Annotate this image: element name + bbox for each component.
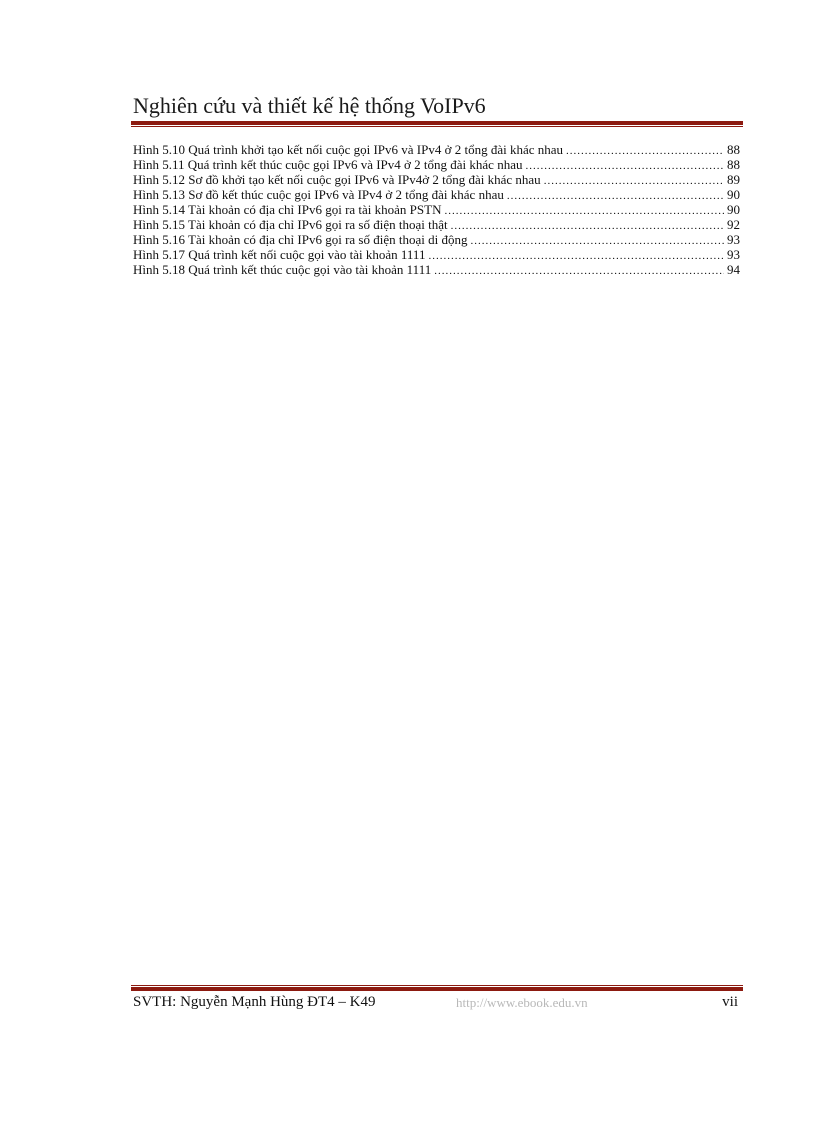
toc-dot-leader	[507, 189, 724, 204]
toc-entry-page: 90	[727, 187, 740, 202]
footer-page-number: vii	[722, 994, 738, 1010]
toc-entry-label: Hình 5.13 Sơ đồ kết thúc cuộc gọi IPv6 và IPv4 ở 2 tổng đài khác nhau	[133, 187, 504, 202]
toc-entry-label: Hình 5.15 Tài khoản có địa chỉ IPv6 gọi ra số điện thoại thật	[133, 217, 448, 232]
toc-entry-page: 93	[727, 232, 740, 247]
toc-entry[interactable]	[133, 187, 740, 202]
toc-entry-page: 94	[727, 262, 740, 277]
footer-rule-thin	[131, 985, 743, 986]
toc-entry[interactable]	[133, 172, 740, 187]
toc-entry-page: 90	[727, 202, 740, 217]
toc-dot-leader	[470, 234, 724, 249]
page-header-title: Nghiên cứu và thiết kế hệ thống VoIPv6	[133, 93, 486, 118]
toc-dot-leader	[566, 144, 724, 159]
toc-dot-leader	[434, 264, 724, 279]
toc-entry[interactable]	[133, 142, 740, 157]
toc-entry-page: 93	[727, 247, 740, 262]
toc-entry[interactable]	[133, 262, 740, 277]
toc-entry-page: 88	[727, 157, 740, 172]
toc-dot-leader	[525, 159, 724, 174]
toc-entry[interactable]	[133, 217, 740, 232]
toc-entry-page: 89	[727, 172, 740, 187]
toc-dot-leader	[544, 174, 724, 189]
footer-author: SVTH: Nguyễn Mạnh Hùng ĐT4 – K49	[133, 994, 376, 1010]
toc-entry[interactable]	[133, 157, 740, 172]
toc-entry[interactable]	[133, 232, 740, 247]
header-rule	[131, 121, 743, 125]
footer-rule	[131, 987, 743, 991]
toc-entry[interactable]	[133, 247, 740, 262]
toc-entry-label: Hình 5.14 Tài khoản có địa chỉ IPv6 gọi ra tài khoản PSTN	[133, 202, 442, 217]
toc-entry-label: Hình 5.16 Tài khoản có địa chỉ IPv6 gọi ra số điện thoại di động	[133, 232, 468, 247]
toc-dot-leader	[428, 249, 724, 264]
toc-entry-label: Hình 5.17 Quá trình kết nối cuộc gọi vào tài khoản 1111	[133, 247, 426, 262]
toc-entry-page: 88	[727, 142, 740, 157]
table-of-figures	[133, 142, 740, 277]
toc-dot-leader	[444, 204, 724, 219]
toc-entry-label: Hình 5.18 Quá trình kết thúc cuộc gọi vào tài khoản 1111	[133, 262, 432, 277]
toc-entry-page: 92	[727, 217, 740, 232]
header-rule-thin	[131, 126, 743, 127]
toc-entry-label: Hình 5.11 Quá trình kết thúc cuộc gọi IPv6 và IPv4 ở 2 tổng đài khác nhau	[133, 157, 523, 172]
toc-entry-label: Hình 5.10 Quá trình khởi tạo kết nối cuộc gọi IPv6 và IPv4 ở 2 tổng đài khác nhau	[133, 142, 564, 157]
toc-entry-label: Hình 5.12 Sơ đồ khởi tạo kết nối cuộc gọi IPv6 và IPv4ở 2 tổng đài khác nhau	[133, 172, 541, 187]
toc-entry[interactable]	[133, 202, 740, 217]
toc-dot-leader	[451, 219, 724, 234]
footer-url[interactable]: http://www.ebook.edu.vn	[456, 995, 588, 1010]
